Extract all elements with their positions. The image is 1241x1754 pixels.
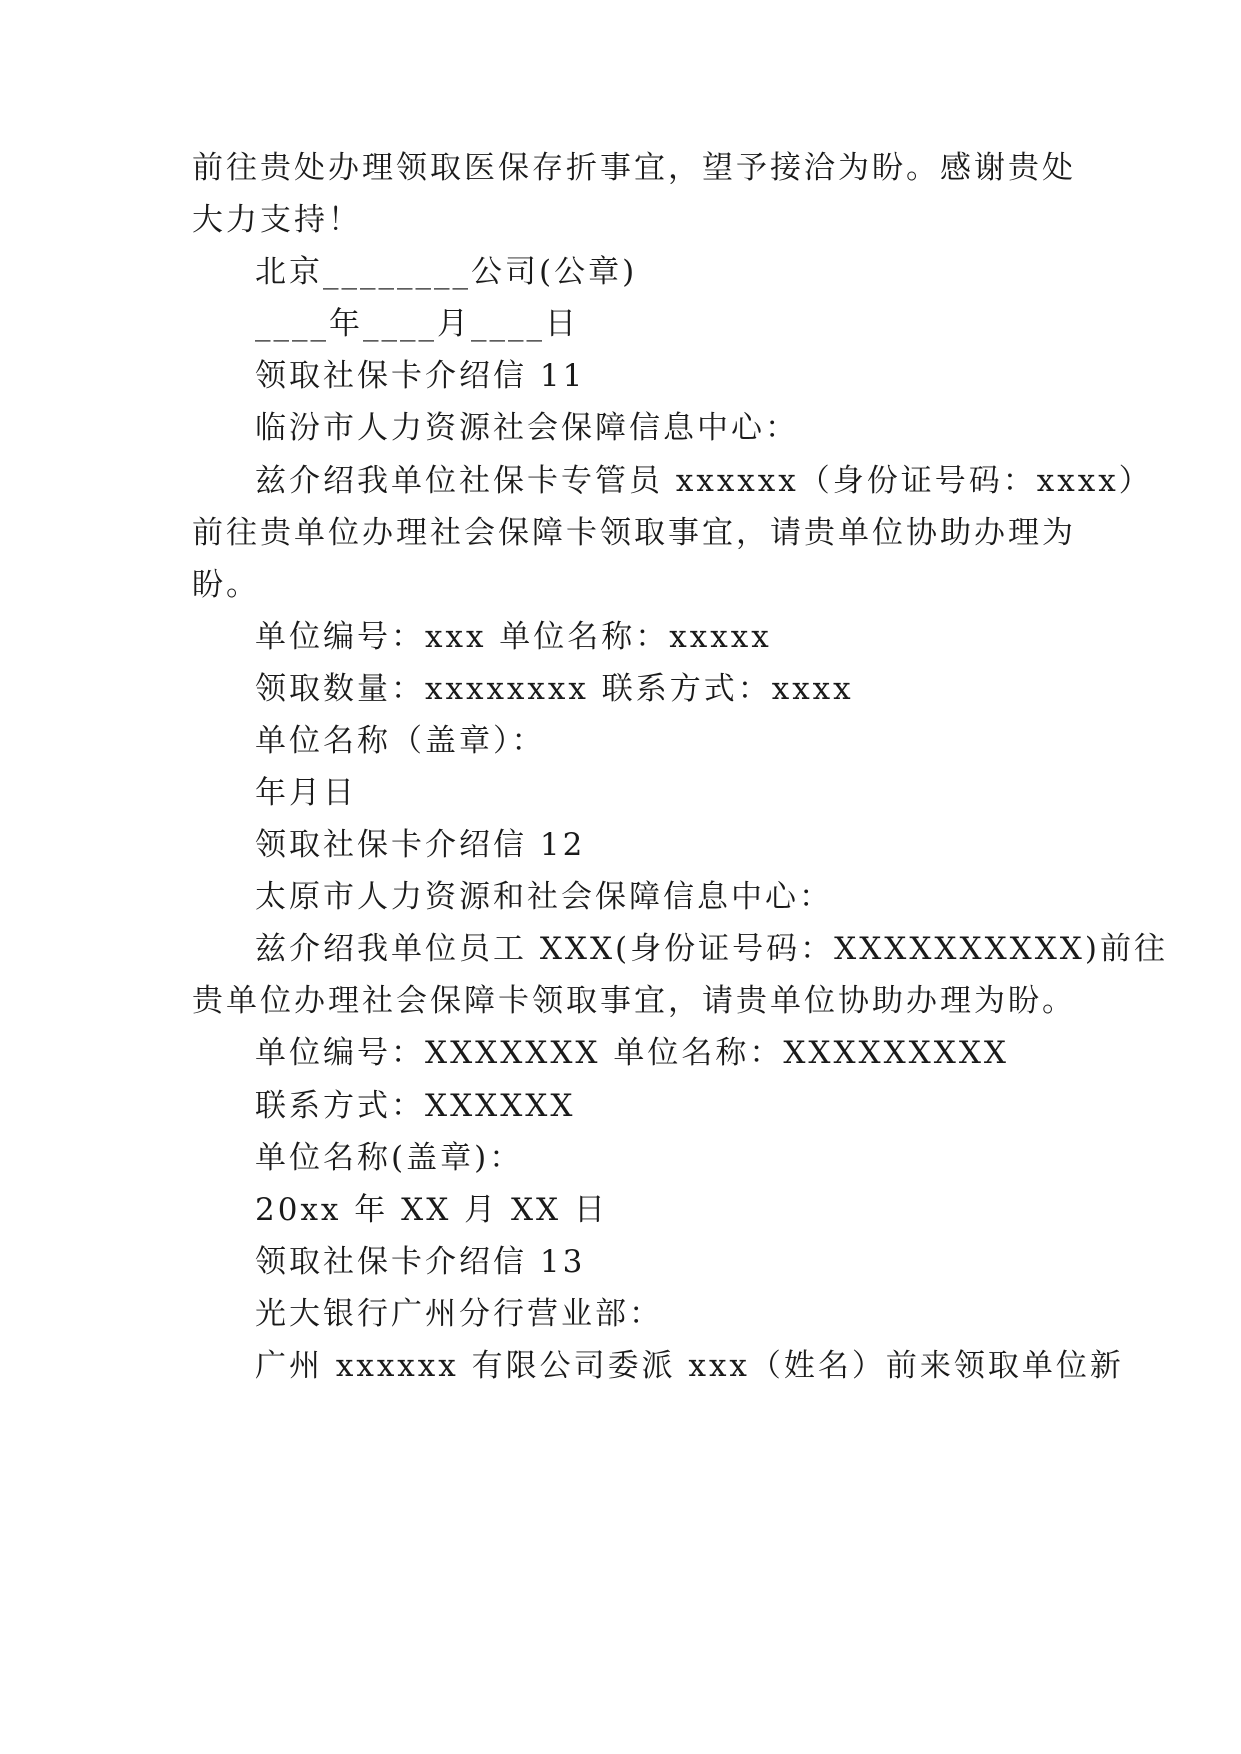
unit-seal-line: 单位名称（盖章）：	[255, 723, 546, 759]
date-line: 20xx 年 XX 月 XX 日	[255, 1192, 608, 1228]
body-text-line: 兹介绍我单位员工 XXX(身份证号码：XXXXXXXXXX)前往	[255, 931, 1168, 967]
letter-title: 领取社保卡介绍信 12	[255, 827, 586, 863]
date-line: 年月日	[255, 775, 357, 811]
letter-title: 领取社保卡介绍信 11	[255, 358, 586, 394]
quantity-contact-line: 领取数量：xxxxxxxx 联系方式：xxxx	[255, 671, 854, 707]
body-text-line: 兹介绍我单位社保卡专管员 xxxxxx（身份证号码：xxxx）	[255, 463, 1153, 499]
date-line: ____年____月____日	[255, 306, 579, 342]
body-text-line: 大力支持！	[192, 202, 362, 238]
unit-seal-line: 单位名称(盖章)：	[255, 1140, 524, 1176]
body-text-line: 贵单位办理社会保障卡领取事宜，请贵单位协助办理为盼。	[192, 983, 1076, 1019]
recipient-line: 临汾市人力资源社会保障信息中心：	[255, 410, 799, 446]
body-text-line: 广州 xxxxxx 有限公司委派 xxx（姓名）前来领取单位新	[255, 1348, 1124, 1384]
unit-info-line: 单位编号：xxx 单位名称：xxxxx	[255, 619, 772, 655]
letter-title: 领取社保卡介绍信 13	[255, 1244, 586, 1280]
body-text-line: 前往贵单位办理社会保障卡领取事宜，请贵单位协助办理为	[192, 515, 1076, 551]
recipient-line: 太原市人力资源和社会保障信息中心：	[255, 879, 833, 915]
body-text-line: 盼。	[192, 567, 260, 603]
company-seal-line: 北京________公司(公章)	[255, 254, 638, 290]
contact-line: 联系方式：XXXXXX	[255, 1088, 576, 1124]
unit-info-line: 单位编号：XXXXXXX 单位名称：XXXXXXXXX	[255, 1035, 1009, 1071]
body-text-line: 前往贵处办理领取医保存折事宜，望予接洽为盼。感谢贵处	[192, 150, 1076, 186]
recipient-line: 光大银行广州分行营业部：	[255, 1296, 663, 1332]
